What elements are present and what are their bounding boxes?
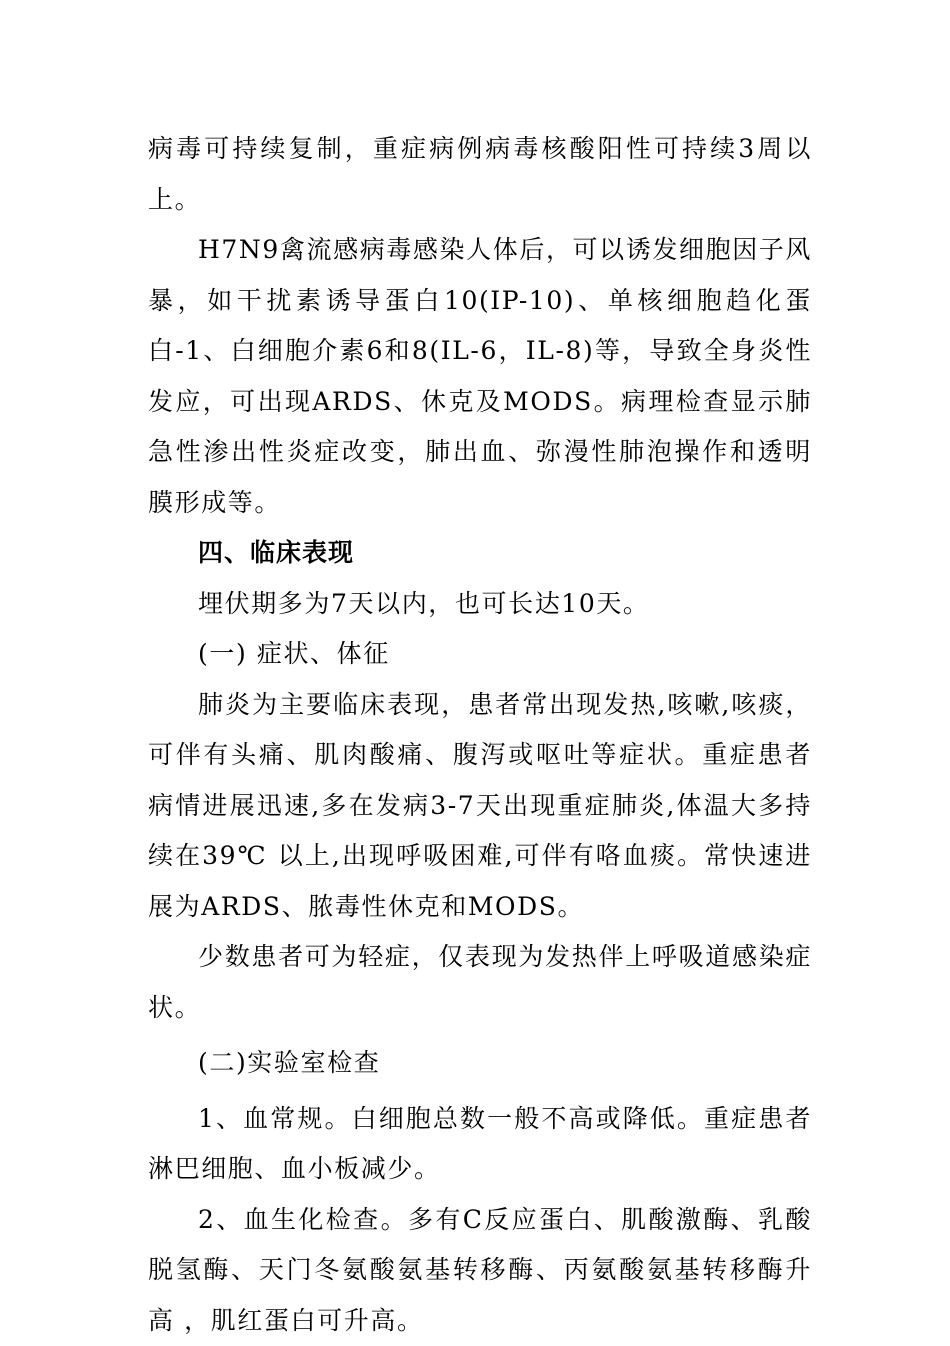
paragraph-symptoms: 肺炎为主要临床表现，患者常出现发热,咳嗽,咳痰，可伴有头痛、肌肉酸痛、腹泻或呕吐等症状。重症患者病情进展迅速,多在发病3-7天出现重症肺炎,体温大多持续在39℃ 以上,出现呼吸困难,可伴有咯血痰。常快速进展为ARDS、脓毒性休克和MODS。 — [148, 680, 812, 933]
paragraph-mild-cases: 少数患者可为轻症，仅表现为发热伴上呼吸道感染症状。 — [148, 932, 812, 1033]
subheading-lab-tests: (二)实验室检查 — [148, 1038, 812, 1089]
paragraph-blood-routine: 1、血常规。白细胞总数一般不高或降低。重症患者淋巴细胞、血小板减少。 — [148, 1094, 812, 1195]
paragraph-cytokine-storm: H7N9禽流感病毒感染人体后，可以诱发细胞因子风暴，如干扰素诱导蛋白10(IP-10)、单核细胞趋化蛋白-1、白细胞介素6和8(IL-6，IL-8)等，导致全身炎性发应，可出现ARDS、休克及MODS。病理检查显示肺急性渗出性炎症改变，肺出血、弥漫性肺泡操作和透明膜形成等。 — [148, 225, 812, 528]
subheading-symptoms: (一) 症状、体征 — [148, 629, 812, 680]
paragraph-virus-replication: 病毒可持续复制，重症病例病毒核酸阳性可持续3周以上。 — [148, 124, 812, 225]
paragraph-blood-biochem: 2、血生化检查。多有C反应蛋白、肌酸激酶、乳酸脱氢酶、天门冬氨酸氨基转移酶、丙氨酸氨基转移酶升高 ，肌红蛋白可升高。 — [148, 1195, 812, 1346]
paragraph-incubation: 埋伏期多为7天以内，也可长达10天。 — [148, 579, 812, 630]
document-body — [148, 124, 812, 1346]
section-heading-clinical: 四、临床表现 — [148, 528, 812, 579]
